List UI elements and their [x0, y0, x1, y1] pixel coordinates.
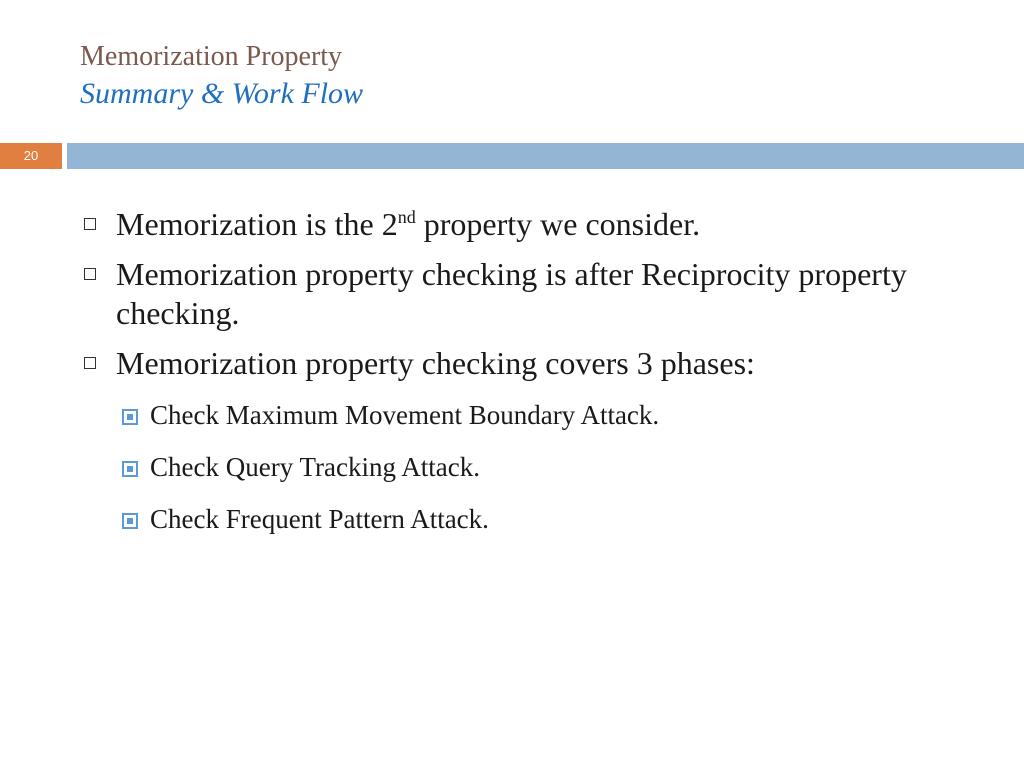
title-main: Memorization Property [80, 41, 343, 72]
bullet-1-text-start: Memorization is the 2 [116, 206, 398, 242]
bullet-2-text: Memorization property checking is after Reciprocity property checking. [116, 256, 907, 331]
filled-square-bullet-icon [122, 513, 138, 529]
bullet-1-superscript: nd [397, 207, 416, 227]
bullet-item-1 [80, 205, 980, 243]
sub-bullet-3-text: Check Frequent Pattern Attack. [150, 504, 489, 535]
filled-square-bullet-icon [122, 409, 138, 425]
square-bullet-icon [84, 357, 96, 369]
square-bullet-icon [84, 268, 96, 280]
bullet-3-text: Memorization property checking covers 3 phases: [116, 345, 755, 382]
header-bar [67, 143, 1024, 169]
title-subtitle: Summary & Work Flow [80, 76, 364, 110]
sub-bullet-2-text: Check Query Tracking Attack. [150, 451, 480, 482]
square-bullet-icon [84, 218, 96, 230]
sub-bullet-item-3 [80, 503, 980, 535]
bullet-item-2 [80, 255, 980, 332]
slide-title [80, 40, 363, 112]
sub-bullet-item-1 [80, 399, 980, 431]
slide-number-badge: 20 [0, 143, 62, 169]
filled-square-bullet-icon [122, 461, 138, 477]
sub-bullet-item-2 [80, 451, 980, 483]
sub-bullet-1-text: Check Maximum Movement Boundary Attack. [150, 399, 660, 430]
bullet-item-3 [80, 344, 980, 382]
bullet-list [80, 205, 980, 556]
bullet-1-text-end: property we consider. [415, 206, 701, 242]
